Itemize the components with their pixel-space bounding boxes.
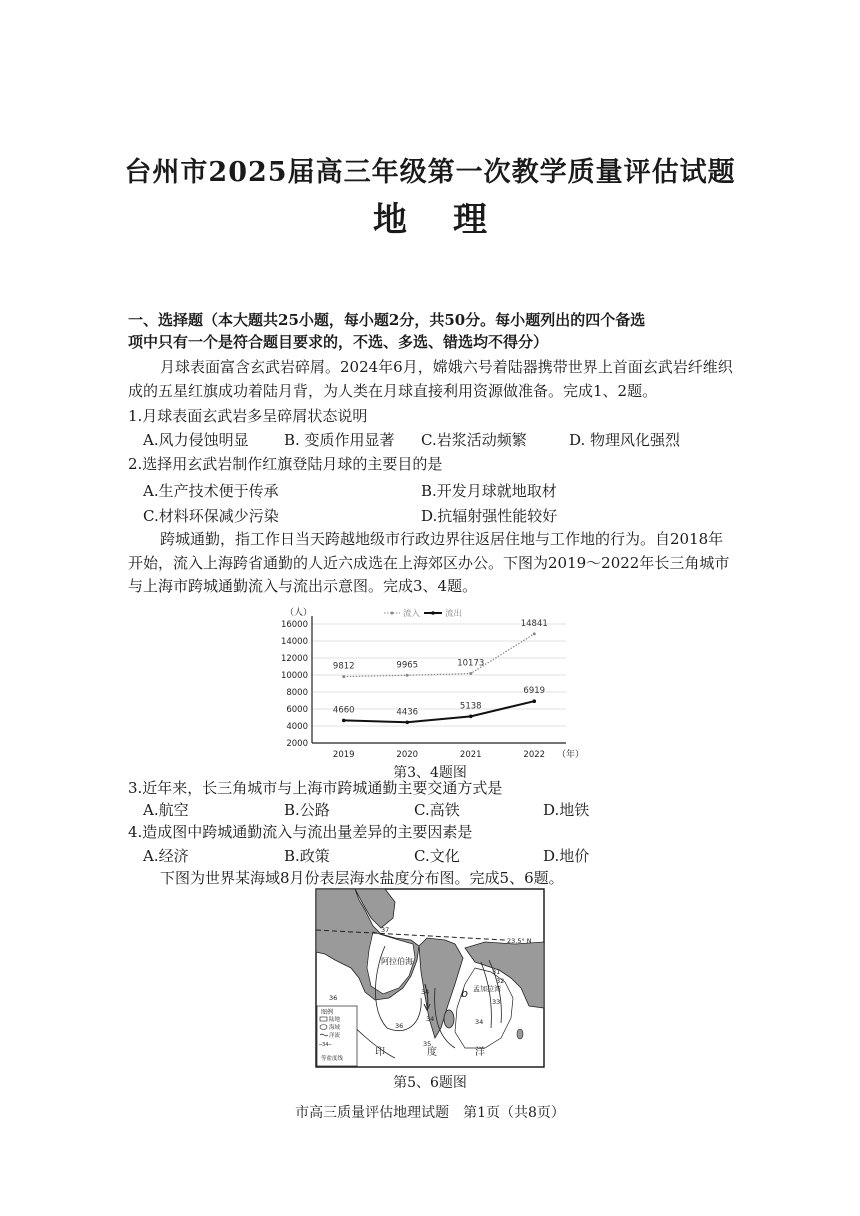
x-tick-labels <box>333 750 545 760</box>
ocean-label-2: 度 <box>427 1047 437 1058</box>
isohaline-label-36a: 36 <box>329 994 338 1002</box>
series-line-inflow <box>344 634 535 677</box>
exam-title: 台州市2025届高三年级第一次教学质量评估试题 <box>124 157 736 188</box>
isohaline-label-37: 37 <box>381 926 390 934</box>
question-3-stem: 3.近年来，长三角城市与上海市跨城通勤主要交通方式是 <box>128 779 503 797</box>
option-d[interactable]: D. 物理风化强烈 <box>569 431 681 449</box>
legend-label-inflow: 流入 <box>403 609 421 619</box>
data-label: 4660 <box>332 705 355 716</box>
x-tick-label: 2021 <box>459 750 482 760</box>
option-d[interactable]: D.地价 <box>543 847 590 865</box>
map-caption: 第5、6题图 <box>393 1075 467 1091</box>
sri-lanka-land <box>444 1010 454 1028</box>
arabian-sea-label: 阿拉伯海 <box>381 957 413 966</box>
y-tick-label: 2000 <box>286 739 308 749</box>
option-b[interactable]: B.公路 <box>284 801 330 819</box>
salinity-map <box>315 888 545 1068</box>
option-a[interactable]: A.经济 <box>143 847 189 865</box>
ocean-label-1: 印 <box>375 1047 385 1058</box>
option-a[interactable]: A.航空 <box>143 801 189 819</box>
legend-isohaline-symbol: ─34─ <box>319 1042 332 1048</box>
series-line-outflow <box>344 701 535 722</box>
isohaline-label-34b: 34 <box>475 1018 484 1026</box>
legend-land-swatch <box>320 1017 327 1021</box>
option-b[interactable]: B.开发月球就地取材 <box>421 482 557 500</box>
question-2-options-row-2 <box>0 505 860 527</box>
option-b[interactable]: B.政策 <box>284 847 330 865</box>
data-label: 9965 <box>396 660 419 671</box>
x-tick-label: 2019 <box>332 750 355 760</box>
data-label: 4436 <box>396 707 419 718</box>
data-label: 14841 <box>520 618 548 629</box>
question-1-stem: 1.月球表面玄武岩多呈碎屑状态说明 <box>128 407 368 425</box>
data-label: 9812 <box>332 661 355 672</box>
legend-current-label: 洋流 <box>329 1033 341 1039</box>
x-tick-label: 2022 <box>523 750 546 760</box>
data-point <box>532 699 536 703</box>
passage-2-line-2: 开始，流入上海跨省通勤的人近六成选在上海郊区办公。下图为2019～2022年长三角城市 <box>128 554 730 572</box>
passage-2-line-1: 跨城通勤，指工作日当天跨越地级市行政边界往返居住地与工作地的行为。自2018年 <box>160 530 724 548</box>
legend-sea-label: 海域 <box>329 1025 341 1031</box>
chart-axes <box>312 616 566 743</box>
data-point <box>406 674 409 677</box>
isohaline-label-36b: 36 <box>395 1022 404 1030</box>
passage-2-line-3: 与上海市跨城通勤流入与流出示意图。完成3、4题。 <box>128 577 478 595</box>
commute-line-chart <box>270 604 590 762</box>
option-d[interactable]: D.地铁 <box>543 801 590 819</box>
question-1-options <box>0 429 860 451</box>
point-b-label: b <box>461 987 468 1000</box>
y-tick-label: 10000 <box>280 671 308 681</box>
legend-land-label: 陆地 <box>329 1017 341 1023</box>
question-4-stem: 4.造成图中跨城通勤流入与流出量差异的主要因素是 <box>128 823 473 841</box>
y-tick-labels <box>281 620 308 749</box>
passage-1-line-2: 成的五星红旗成功着陆月背，为人类在月球直接利用资源做准备。完成1、2题。 <box>128 382 658 400</box>
question-2-stem: 2.选择用玄武岩制作红旗登陆月球的主要目的是 <box>128 455 443 473</box>
map-legend <box>317 1006 357 1066</box>
y-tick-label: 4000 <box>286 722 308 732</box>
legend-marker-outflow <box>431 611 435 615</box>
legend-marker-inflow <box>391 612 394 615</box>
section-heading: 一、选择题（本大题共25小题，每小题2分，共50分。每小题列出的四个备选 <box>128 311 646 329</box>
option-b[interactable]: B. 变质作用显著 <box>284 431 395 449</box>
option-d[interactable]: D.抗辐射强性能较好 <box>421 507 558 525</box>
island-land <box>517 1029 523 1039</box>
option-c[interactable]: C.岩浆活动频繁 <box>421 431 527 449</box>
chart-data-labels <box>333 619 548 717</box>
legend-title: 图例 <box>321 1009 334 1016</box>
question-4-options <box>0 845 860 867</box>
page-footer: 市高三质量评估地理试题 第1页（共8页） <box>295 1105 565 1121</box>
y-tick-label: 16000 <box>280 620 308 630</box>
legend-sea-swatch <box>320 1025 327 1030</box>
option-a[interactable]: A.风力侵蚀明显 <box>143 431 249 449</box>
option-a[interactable]: A.生产技术便于传承 <box>143 482 279 500</box>
isohaline-label-34c: 34 <box>421 988 430 996</box>
isohaline-label-35: 35 <box>423 1040 432 1048</box>
data-point <box>533 632 536 635</box>
legend-label-outflow: 流出 <box>445 609 463 619</box>
passage-1-line-1: 月球表面富含玄武岩碎屑。2024年6月，嫦娥六号着陆器携带世界上首面玄武岩纤维织 <box>160 358 733 376</box>
isohaline-label-31: 31 <box>492 968 501 976</box>
isohaline-label-33: 33 <box>492 998 501 1006</box>
legend-isohaline-label: 等盐度线 <box>321 1056 344 1062</box>
y-tick-label: 8000 <box>286 688 308 698</box>
isohaline-label-34a: 34 <box>426 1015 435 1023</box>
subject-title: 地理 <box>373 200 533 240</box>
data-point <box>469 715 473 719</box>
latitude-label: 23.5° N <box>507 937 532 945</box>
x-tick-label: 2020 <box>396 750 419 760</box>
isohaline-label-32: 32 <box>496 977 505 985</box>
data-label: 10173 <box>457 658 485 669</box>
y-tick-label: 6000 <box>286 705 308 715</box>
data-label: 6919 <box>523 686 546 697</box>
chart-series <box>342 632 536 724</box>
option-c[interactable]: C.高铁 <box>414 801 460 819</box>
ocean-label-3: 洋 <box>475 1047 485 1058</box>
question-2-options-row-1 <box>0 480 860 502</box>
passage-3-line-1: 下图为世界某海域8月份表层海水盐度分布图。完成5、6题。 <box>160 869 564 887</box>
data-label: 5138 <box>459 701 482 712</box>
y-axis-label: （人） <box>285 608 313 618</box>
data-point <box>469 672 472 675</box>
section-heading-cont: 项中只有一个是符合题目要求的，不选、多选、错选均不得分） <box>128 333 549 351</box>
data-point <box>342 675 345 678</box>
y-tick-label: 12000 <box>280 654 308 664</box>
chart-legend <box>384 608 462 619</box>
question-3-options <box>0 799 860 821</box>
option-c[interactable]: C.文化 <box>414 847 460 865</box>
x-axis-label: （年） <box>557 750 585 760</box>
y-tick-label: 14000 <box>280 637 308 647</box>
data-point <box>342 719 346 723</box>
data-point <box>405 720 409 724</box>
bay-of-bengal-label: 孟加拉湾 <box>473 985 501 993</box>
chart-caption: 第3、4题图 <box>393 765 467 781</box>
option-c[interactable]: C.材料环保减少污染 <box>143 507 279 525</box>
